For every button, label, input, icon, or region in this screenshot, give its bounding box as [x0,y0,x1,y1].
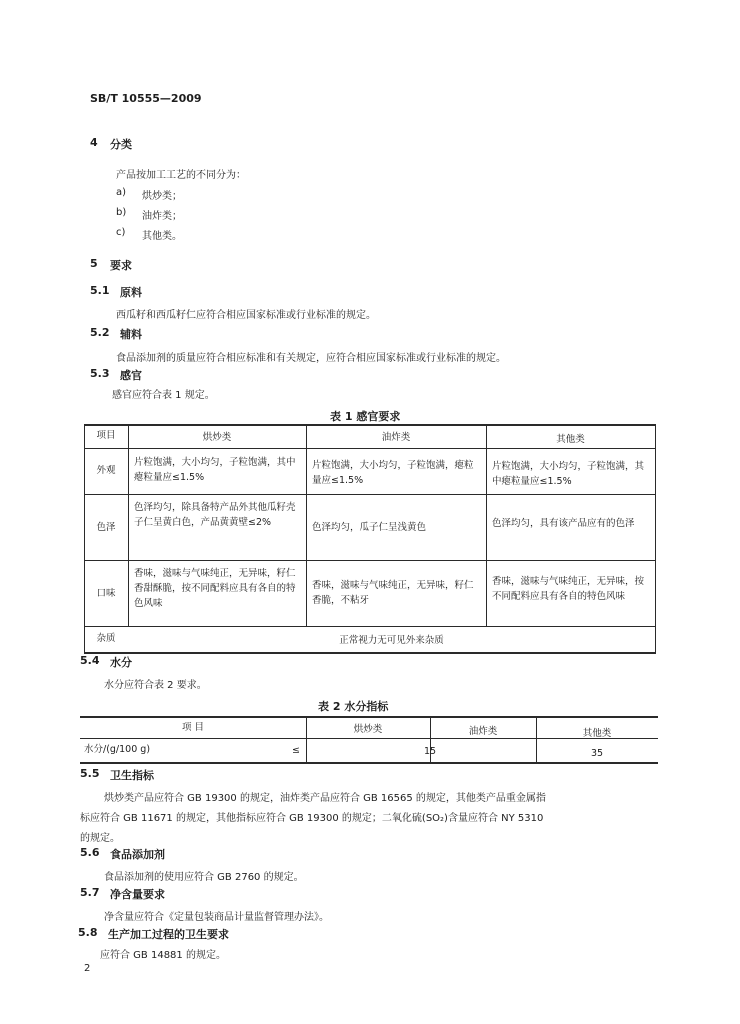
table-1-row-label: 外观 [96,465,116,476]
section-5-5-line-1: 烘炒类产品应符合 GB 19300 的规定，油炸类产品应符合 GB 16565 的规定，其他类产品重金属指 [104,793,546,804]
list-marker: a) [116,187,127,198]
standard-code: SB/T 10555—2009 [90,92,202,105]
table-1-caption: 表 1 感官要求 [330,410,401,423]
table-1-cell: 色泽均匀，除具备特产品外其他瓜籽壳子仁呈黄白色，产品黄黄壁≤2% [134,502,296,528]
table-2-value-other: 35 [590,748,604,759]
table-1-header-fried: 油炸类 [381,432,411,443]
section-5-number: 5 [90,257,98,270]
section-5-5-number: 5.5 [80,767,100,780]
table-2-header-item: 项 目 [181,722,205,733]
section-5-3-number: 5.3 [90,367,110,380]
section-5-2-number: 5.2 [90,326,110,339]
table-1-header-item: 项目 [96,430,116,441]
table-1-row-label: 色泽 [96,522,116,533]
table-1-header-roasted: 烘炒类 [202,432,232,443]
table-2-header-other: 其他类 [582,728,612,739]
table-2-header-fried: 油炸类 [468,726,498,737]
section-5-1-title: 原料 [120,286,142,299]
table-2-value-fried: 15 [423,746,437,757]
section-5-5-line-2: 标应符合 GB 11671 的规定，其他指标应符合 GB 19300 的规定；二氧化硫(SO₂)含量应符合 NY 5310 [80,813,544,824]
page-number: 2 [84,963,91,974]
table-1-cell: 香味，滋味与气味纯正，无异味，籽仁香脆，不粘牙 [312,580,474,606]
section-5-6-body: 食品添加剂的使用应符合 GB 2760 的规定。 [104,872,304,883]
section-5-7-title: 净含量要求 [110,888,165,901]
section-5-5-line-3: 的规定。 [80,833,120,844]
section-5-3-title: 感官 [120,369,142,382]
section-5-8-number: 5.8 [78,926,98,939]
section-5-2-body: 食品添加剂的质量应符合相应标准和有关规定，应符合相应国家标准或行业标准的规定。 [116,353,506,364]
section-5-6-number: 5.6 [80,846,100,859]
table-1-cell: 色泽均匀，瓜子仁呈浅黄色 [312,522,427,533]
table-1-header-other: 其他类 [556,434,585,445]
section-5-4-title: 水分 [110,656,132,669]
section-5-1-number: 5.1 [90,284,110,297]
list-item: 烘炒类； [142,191,182,202]
list-item: 其他类。 [142,231,182,242]
section-5-4-body: 水分应符合表 2 要求。 [104,680,207,691]
section-5-7-number: 5.7 [80,886,100,899]
table-1-cell: 香味，滋味与气味纯正，无异味，籽仁香甜酥脆，按不同配料应具有各自的特色风味 [134,568,296,609]
table-1-cell: 片粒饱满，大小均匀，子粒饱满，其中瘪粒量应≤1.5% [492,461,645,487]
section-4-title: 分类 [110,138,132,151]
list-marker: c) [116,227,126,238]
section-5-6-title: 食品添加剂 [110,848,165,861]
table-1-cell: 片粒饱满，大小均匀，子粒饱满，瘪粒量应≤1.5% [312,460,474,486]
table-1-row-label: 杂质 [96,633,116,644]
table-2-row-label: 水分/(g/100 g) [84,744,151,755]
section-5-5-title: 卫生指标 [110,769,154,782]
section-5-title: 要求 [110,259,132,272]
section-5-8-body: 应符合 GB 14881 的规定。 [100,950,226,961]
table-1-cell: 香味，滋味与气味纯正，无异味，按不同配料应具有各自的特色风味 [492,576,645,602]
section-5-2-title: 辅料 [120,328,142,341]
table-1-merged-cell: 正常视力无可见外来杂质 [339,635,444,646]
table-2-caption: 表 2 水分指标 [318,700,389,713]
list-marker: b) [116,207,127,218]
table-1-cell: 色泽均匀，具有该产品应有的色泽 [492,518,635,529]
section-5-7-body: 净含量应符合《定量包装商品计量监督管理办法》。 [104,912,329,923]
table-1-row-label: 口味 [96,588,116,599]
section-4-number: 4 [90,136,98,149]
section-5-1-body: 西瓜籽和西瓜籽仁应符合相应国家标准或行业标准的规定。 [116,310,376,321]
section-5-3-body: 感官应符合表 1 规定。 [112,390,215,401]
list-item: 油炸类； [142,211,182,222]
section-5-4-number: 5.4 [80,654,100,667]
table-2-operator: ≤ [292,745,300,756]
section-5-8-title: 生产加工过程的卫生要求 [108,928,229,941]
table-1-cell: 片粒饱满，大小均匀，子粒饱满，其中瘪粒量应≤1.5% [134,457,296,483]
table-2-header-roasted: 烘炒类 [353,724,383,735]
section-4-intro: 产品按加工工艺的不同分为： [116,170,246,181]
